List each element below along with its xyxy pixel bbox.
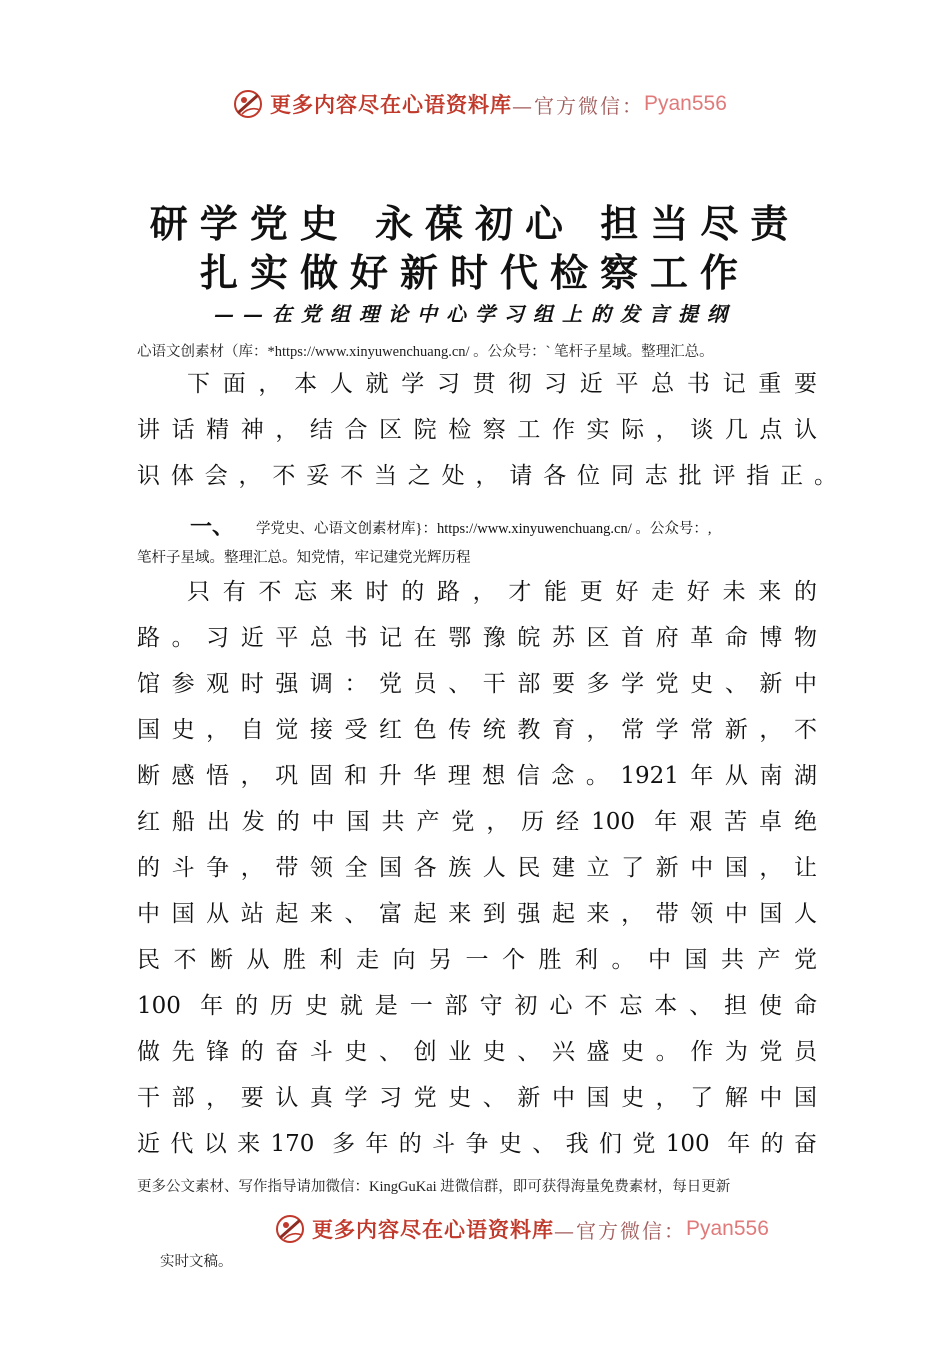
- footer-banner: [272, 1211, 769, 1247]
- body-line: 中国从站起来、富起来到强起来，带领中国人: [137, 901, 817, 927]
- section-number: 一、: [190, 514, 235, 540]
- body-line: 近代以来170 多年的斗争史、我们党100 年的奋: [137, 1131, 817, 1157]
- banner-brand: 更多内容尽在心语资料库: [312, 1217, 554, 1242]
- banner-wechat-label: —官方微信：: [512, 93, 644, 118]
- banner-brand: 更多内容尽在心语资料库: [270, 92, 512, 117]
- banner-wechat-id: Pyan556: [644, 92, 727, 115]
- intro-line: 识体会，不妥不当之处，请各位同志批评指正。: [137, 463, 837, 489]
- document-subtitle: ——在党组理论中心学习组上的发言提纲: [214, 302, 736, 326]
- logo-icon: [230, 86, 266, 122]
- footer-tail: 实时文稿。: [160, 1254, 233, 1270]
- body-line: 做先锋的奋斗史、创业史、兴盛史。作为党员: [137, 1039, 817, 1065]
- document-title-line2: 扎实做好新时代检察工作: [199, 250, 750, 295]
- body-line: 的斗争，带领全国各族人民建立了新中国，让: [137, 855, 817, 881]
- body-line: 断感悟，巩固和升华理想信念。1921年从南湖: [137, 763, 817, 789]
- body-line: 馆参观时强调：党员、干部要多学党史、新中: [137, 671, 817, 697]
- intro-line: 讲话精神，结合区院检察工作实际，谈几点认: [137, 417, 817, 443]
- section-heading-line1: 学党史、心语文创素材库}：https://www.xinyuwenchuang.cn/ 。公众号：,: [256, 521, 712, 537]
- source-note: 心语文创素材（库：*https://www.xinyuwenchuang.cn/ 。公众号：` 笔杆子星域。整理汇总。: [137, 344, 714, 360]
- intro-line: 下面，本人就学习贯彻习近平总书记重要: [187, 371, 817, 397]
- banner-wechat-id: Pyan556: [686, 1217, 769, 1240]
- body-line: 100 年的历史就是一部守初心不忘本、担使命: [137, 993, 817, 1019]
- section-heading-line2: 笔杆子星域。整理汇总。知党情，牢记建党光辉历程: [137, 550, 471, 566]
- body-line: 只有不忘来时的路，才能更好走好未来的: [187, 579, 817, 605]
- body-line: 干部，要认真学习党史、新中国史，了解中国: [137, 1085, 817, 1111]
- header-banner: [230, 86, 727, 122]
- document-title-line1: 研学党史 永葆初心 担当尽责: [149, 201, 801, 246]
- body-line: 红船出发的中国共产党，历经100 年艰苦卓绝: [137, 809, 817, 835]
- footer-note: 更多公文素材、写作指导请加微信：KingGuKai 进微信群，即可获得海量免费素材，每日更新: [137, 1179, 731, 1195]
- body-line: 民不断从胜利走向另一个胜利。中国共产党: [137, 947, 817, 973]
- body-line: 国史，自觉接受红色传统教育，常学常新，不: [137, 717, 817, 743]
- banner-wechat-label: —官方微信：: [554, 1218, 686, 1243]
- logo-icon: [272, 1211, 308, 1247]
- body-line: 路。习近平总书记在鄂豫皖苏区首府革命博物: [137, 625, 817, 651]
